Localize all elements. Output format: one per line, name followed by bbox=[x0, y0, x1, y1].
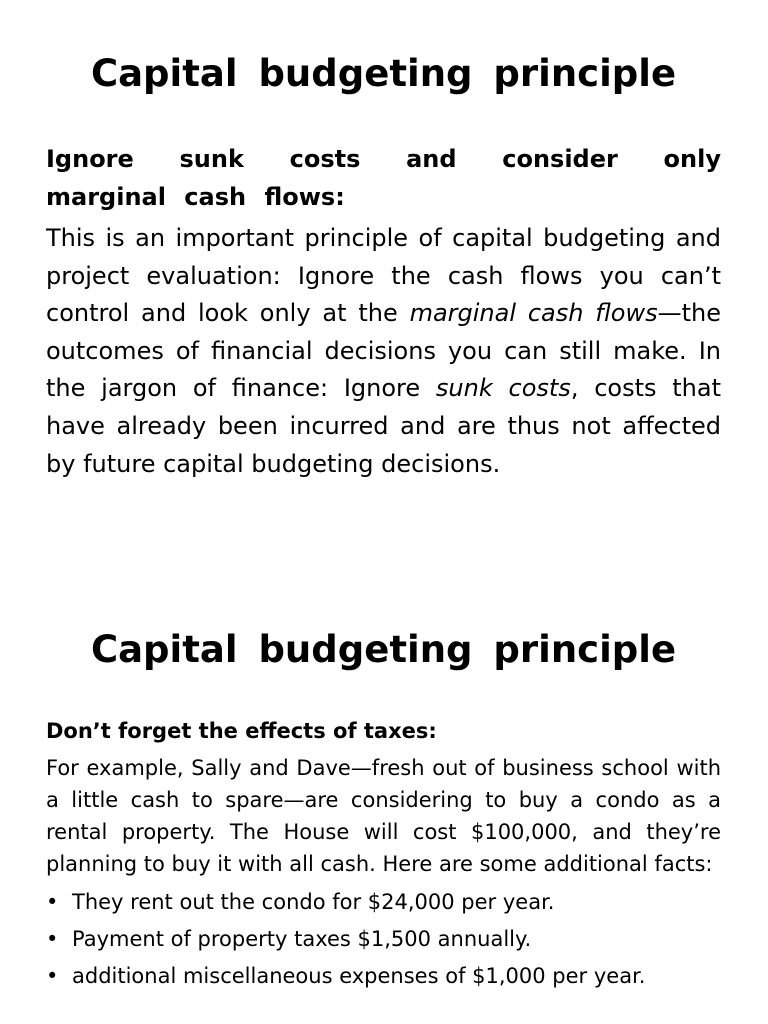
bullet-icon: • bbox=[46, 890, 59, 914]
list-item-text: Payment of property taxes $1,500 annually. bbox=[72, 927, 532, 951]
list-item-text: additional miscellaneous expenses of $1,000 per year. bbox=[72, 964, 646, 988]
body-text-run: —the outcomes of financial decisions you can still make. In the jargon of finance: Ignore bbox=[46, 299, 721, 403]
slide-2-body: For example, Sally and Dave—fresh out of business school with a little cash to spare—are considering to buy a condo as a rental property. The House will cost $100,000, and they’re planning to buy it with all cash. Here are some additional facts: bbox=[46, 756, 721, 876]
slide-2-heading: Don’t forget the effects of taxes: bbox=[46, 719, 437, 743]
list-item-text: They rent out the condo for $24,000 per year. bbox=[72, 890, 555, 914]
facts-list bbox=[46, 884, 721, 995]
bullet-icon: • bbox=[46, 927, 59, 951]
body-italic-run: marginal cash flows bbox=[409, 299, 658, 328]
body-italic-run: sunk costs bbox=[435, 374, 571, 403]
list-item bbox=[46, 958, 721, 995]
list-item bbox=[46, 884, 721, 921]
slide-1-body bbox=[46, 220, 721, 483]
body-text-run: , costs that have already been incurred and are thus not affected by future capital budgeting decisions. bbox=[46, 374, 722, 478]
slide-2-title: Capital budgeting principle bbox=[90, 628, 677, 671]
slide-1-title: Capital budgeting principle bbox=[90, 52, 677, 95]
slide-2 bbox=[46, 626, 721, 995]
list-item bbox=[46, 921, 721, 958]
slide-1 bbox=[46, 50, 721, 483]
slide-1-heading: Ignore sunk costs and consider only marginal cash flows: bbox=[46, 145, 721, 211]
bullet-icon: • bbox=[46, 964, 59, 988]
body-text-run: This is an important principle of capital budgeting and project evaluation: Ignore the cash flows you can’t control and look only at the bbox=[46, 224, 721, 328]
